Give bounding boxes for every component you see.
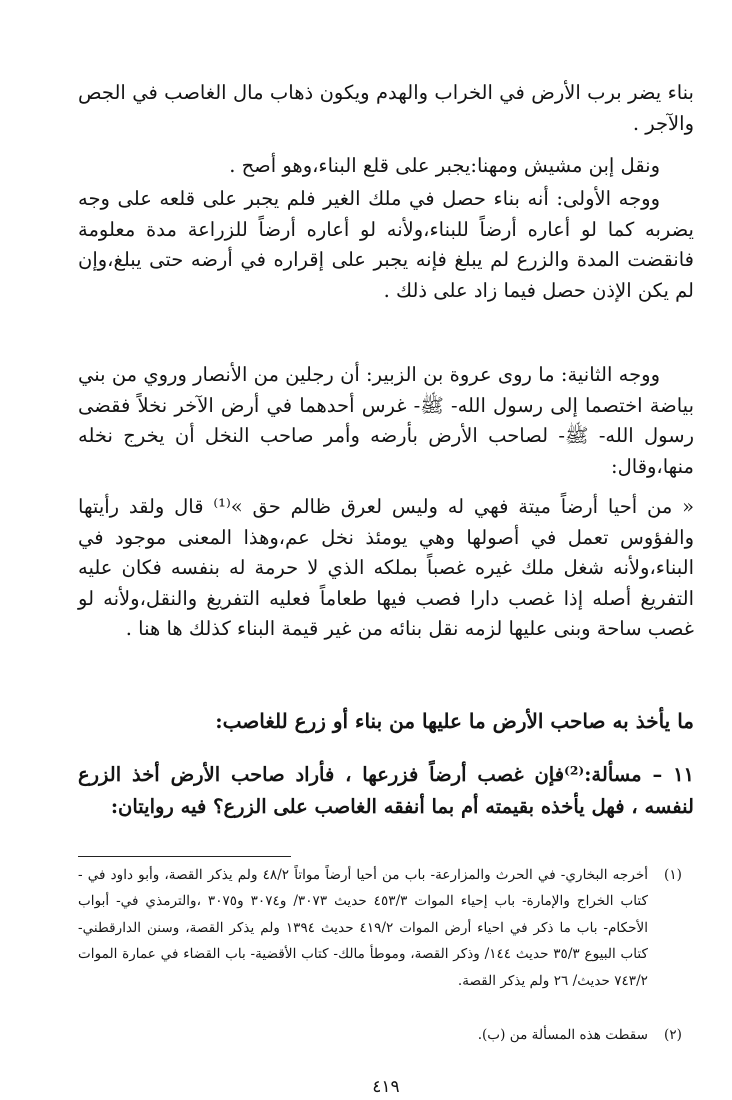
- book-page: [78, 70, 695, 1097]
- section-heading: ما يأخذ به صاحب الأرض ما عليها من بناء أو زرع للغاصب:: [215, 709, 694, 733]
- paragraph-continuation: بناء يضر برب الأرض في الخراب والهدم ويكون ذهاب مال الغاصب في الجص والآجر .: [78, 81, 694, 135]
- paragraph-hadith: « من أحيا أرضاً ميتة فهي له وليس لعرق ظالم حق »⁽¹⁾ قال ولقد رأيتها والفؤوس تعمل في أصولها وهي يومئذ نخل عم،وهذا المعنى موجود في البناء،ولأنه شغل ملك غيره غصباً بملكه الذي لا حرمة له بنفسه فكان عليه التفريغ أصله إذا غصب دارا فصب فيها طعاماً فعليه التفريغ والنقل،ولأنه لو غصب ساحة وبنى عليها لزمه نقل بنائه من غير قيمة البناء كذلك ها هنا .: [78, 495, 694, 641]
- paragraph-first-view: ووجه الأولى: أنه بناء حصل في ملك الغير فلم يجبر على قلعه على وجه يضربه كما لو أعاره أرضاً للبناء،ولأنه لو أعاره أرضاً للزراعة مدة معلومة فانقضت المدة والزرع لم يبلغ فإنه يجبر على إقراره في أرضه حتى يبلغ،وإن لم يكن الإذن حصل فيما زاد على ذلك .: [78, 187, 694, 302]
- footnote-text: أخرجه البخاري- في الحرث والمزارعة- باب من أحيا أرضاً مواتاً ٤٨/٢ ولم يذكر القصة، وأبو داود في - كتاب الخراج والإمارة- باب إحياء الموات ٤٥٣/٣ حديث ٣٠٧٣/ و٣٠٧٤ و٣٠٧٥ ،والترمذي في- أبواب الأحكام- باب ما ذكر في احياء أرض الموات ٤١٩/٢ حديث ١٣٩٤ ولم يذكر القصة، وسنن الدارقطني- كتاب البيوع ٣٥/٣ حديث ١٤٤/ وذكر القصة، وموطأ مالك- كتاب الأقضية- باب القضاء في عمارة الموات ٧٤٣/٢ حديث/ ٢٦ ولم يذكر القصة.: [78, 867, 649, 989]
- paragraph-second-view: ووجه الثانية: ما روى عروة بن الزبير: أن رجلين من الأنصار وروي من بني بياضة اختصما إلى رسول الله- ﷺ- غرس أحدهما في أرض الآخر نخلاً فقضى رسول الله- ﷺ- لصاحب الأرض بأرضه وأمر صاحب النخل أن يخرج نخله منها،وقال:: [78, 363, 694, 478]
- footnote-number: (٢): [664, 1027, 682, 1043]
- paragraph-transmission: ونقل إبن مشيش ومهنا:يجبر على قلع البناء،وهو أصح .: [229, 154, 660, 177]
- issue-paragraph: ١١ – مسألة:⁽²⁾فإن غصب أرضاً فزرعها ، فأراد صاحب الأرض أخذ الزرع لنفسه ، فهل يأخذه بقيمته أم بما أنفقه الغاصب على الزرع؟ فيه روايتان:: [78, 763, 695, 818]
- footnote: [78, 862, 694, 994]
- footnote: [78, 1022, 694, 1048]
- footnote-text: سقطت هذه المسألة من (ب).: [477, 1027, 648, 1043]
- footnote-number: (١): [664, 867, 682, 883]
- page-number: ٤١٩: [372, 1077, 400, 1097]
- footnote-divider: [78, 856, 291, 857]
